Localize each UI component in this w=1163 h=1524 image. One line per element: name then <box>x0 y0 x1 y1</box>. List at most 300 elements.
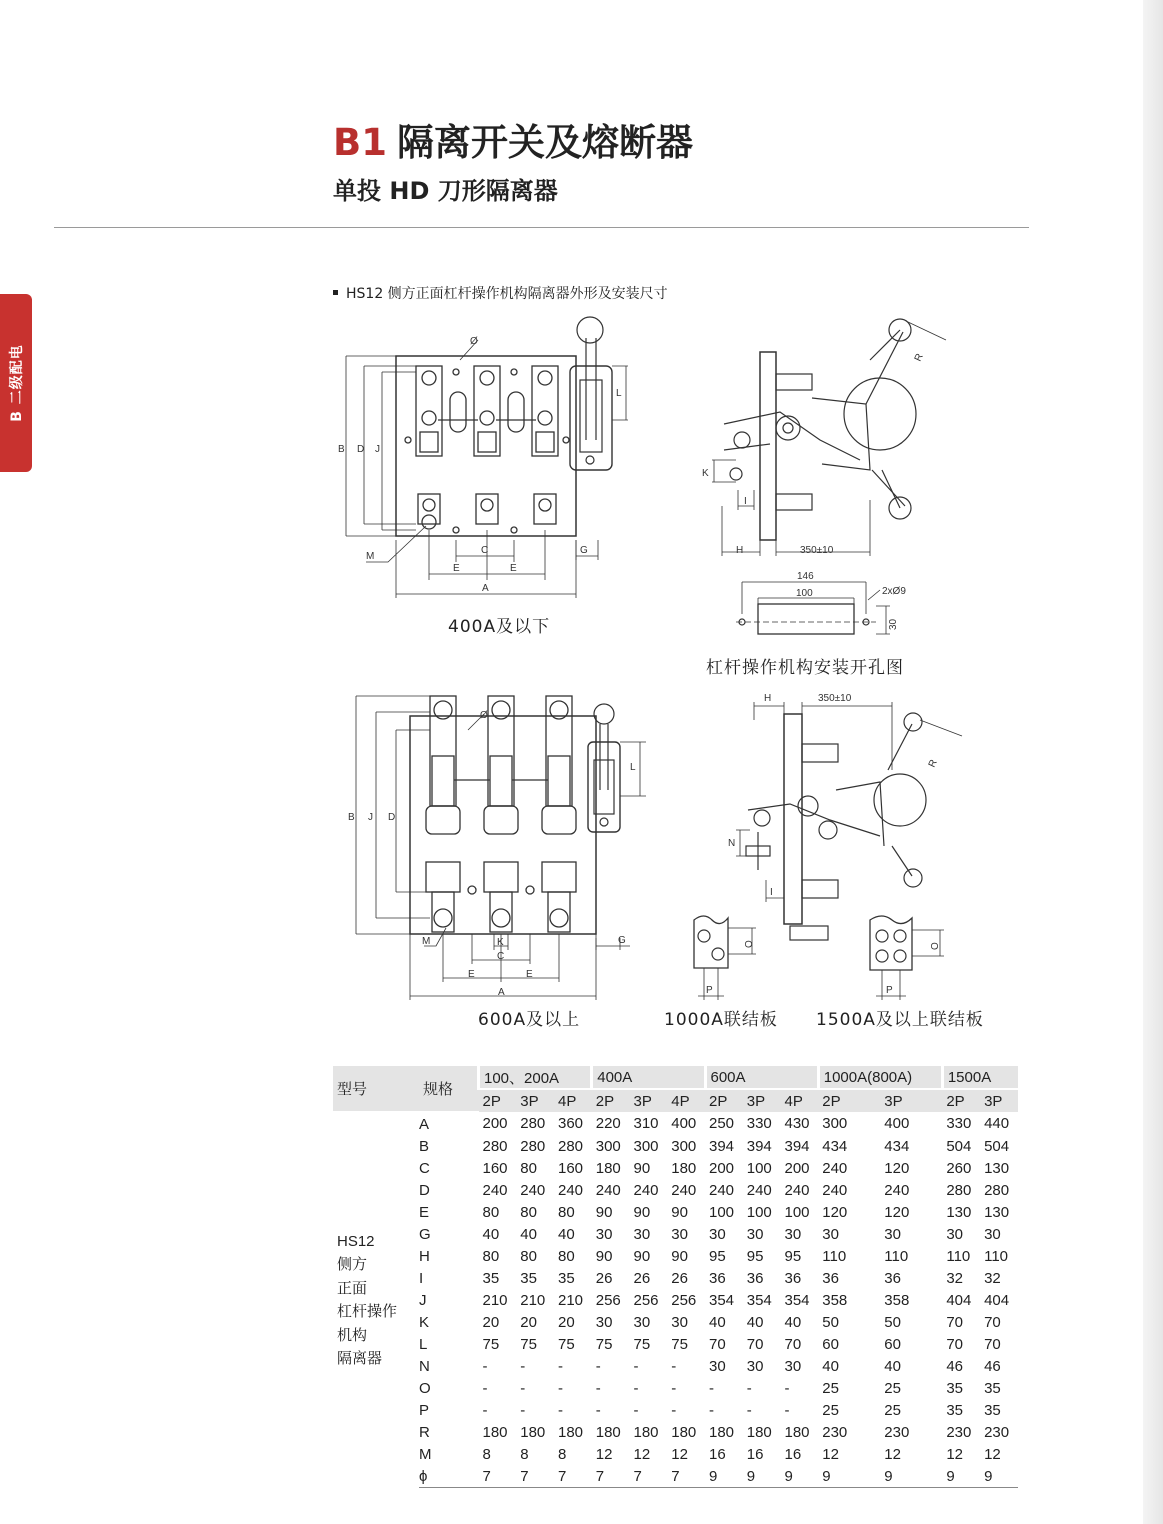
header-pole: 2P <box>818 1089 880 1112</box>
drawing-mount-holes <box>736 571 906 634</box>
dimension-value: 75 <box>520 1335 537 1353</box>
dimension-value: 36 <box>746 1269 764 1287</box>
dimension-table <box>333 1066 1018 1488</box>
dimension-value: 32 <box>946 1269 964 1287</box>
dimension-value: 240 <box>558 1181 584 1199</box>
dim-label-e1: E <box>453 563 460 574</box>
dimension-value: 9 <box>942 1465 980 1488</box>
model-name-line: 机构 <box>337 1326 368 1344</box>
table-row <box>333 1355 1018 1377</box>
header-group-1500a: 1500A <box>942 1066 1018 1089</box>
dimension-value: 36 <box>822 1269 839 1287</box>
dim-label-30: 30 <box>888 618 899 630</box>
dimension-value: 180 <box>558 1423 584 1441</box>
drawing-400a-front <box>338 317 628 598</box>
dimension-value: 35 <box>946 1401 964 1419</box>
dimension-value: 256 <box>671 1291 697 1309</box>
table-row <box>333 1443 1018 1465</box>
page-subtitle: 单投 HD 刀形隔离器 <box>333 177 558 205</box>
dimension-value: 330 <box>946 1115 972 1132</box>
dimension-label: B <box>419 1137 430 1155</box>
dimension-label: M <box>419 1445 432 1463</box>
table-row <box>333 1201 1018 1223</box>
dimension-value: 400 <box>884 1115 910 1132</box>
section-code: B1 <box>333 121 387 164</box>
dimension-value: 394 <box>709 1137 735 1155</box>
dimension-value: - <box>784 1401 790 1419</box>
dimension-value: 25 <box>822 1401 839 1419</box>
dimension-value: 30 <box>633 1225 651 1243</box>
dimension-value: 30 <box>784 1357 802 1375</box>
dimension-value: 30 <box>746 1225 764 1243</box>
header-pole: 4P <box>781 1089 819 1112</box>
dimension-label: A <box>419 1115 430 1133</box>
dimension-value: - <box>633 1357 639 1375</box>
dimension-value: 80 <box>558 1247 575 1265</box>
dimension-value: 9 <box>980 1465 1018 1488</box>
dimension-value: 35 <box>520 1269 537 1287</box>
drawing-600a-front <box>348 696 646 1000</box>
side-chapter-tab-label: B 二级配电 <box>9 344 25 422</box>
dim-label-c-600: C <box>497 951 505 962</box>
dimension-value: 9 <box>818 1465 880 1488</box>
dimension-value: 8 <box>482 1445 491 1463</box>
dimension-value: 35 <box>946 1379 964 1397</box>
dimension-value: 434 <box>884 1137 910 1155</box>
dimension-value: - <box>746 1379 752 1397</box>
dimension-value: 300 <box>595 1137 621 1155</box>
dimension-value: - <box>595 1379 601 1397</box>
dimension-value: 12 <box>946 1445 964 1463</box>
dimension-value: 404 <box>984 1291 1010 1309</box>
page-title-text: 隔离开关及熔断器 <box>396 121 693 164</box>
dimension-value: 120 <box>884 1159 910 1177</box>
dimension-value: 40 <box>520 1225 537 1243</box>
dim-label-l-600: L <box>630 762 636 773</box>
dim-label-dia-600: Ø <box>480 710 488 721</box>
dimension-value: 16 <box>746 1445 764 1463</box>
dimension-value: 358 <box>822 1291 848 1309</box>
dimension-value: 70 <box>709 1335 726 1353</box>
dimension-value: 26 <box>595 1269 613 1287</box>
dimension-value: - <box>709 1401 714 1419</box>
dimension-value: 130 <box>984 1159 1010 1177</box>
dimension-value: 40 <box>558 1225 575 1243</box>
dimension-value: 90 <box>595 1203 613 1221</box>
table-body <box>333 1112 1018 1488</box>
dimension-value: 30 <box>671 1225 688 1243</box>
dimension-value: 26 <box>633 1269 651 1287</box>
dimension-value: 100 <box>709 1203 735 1221</box>
section-caption-text: HS12 侧方正面杠杆操作机构隔离器外形及安装尺寸 <box>346 286 668 302</box>
dimension-value: 230 <box>946 1423 972 1441</box>
dimension-value: 200 <box>482 1115 508 1132</box>
dimension-value: 80 <box>482 1203 500 1221</box>
dimension-value: 30 <box>633 1313 651 1331</box>
dimension-value: 70 <box>984 1335 1001 1353</box>
dimension-value: 75 <box>671 1335 688 1353</box>
dimension-value: 12 <box>671 1445 688 1463</box>
dim-label-p-1500: P <box>886 985 893 996</box>
dim-label-r-600: R <box>926 758 940 770</box>
dimension-value: 40 <box>884 1357 901 1375</box>
dimension-value: 7 <box>592 1465 630 1488</box>
dimension-value: 20 <box>482 1313 500 1331</box>
dimension-value: - <box>520 1401 526 1419</box>
dimension-value: 30 <box>884 1225 901 1243</box>
dimension-value: 9 <box>743 1465 781 1488</box>
dimension-value: 35 <box>482 1269 500 1287</box>
dimension-value: 9 <box>705 1465 743 1488</box>
table-row <box>333 1465 1018 1488</box>
dimension-value: 280 <box>520 1115 546 1132</box>
dimension-value: 400 <box>671 1115 697 1132</box>
dimension-value: 240 <box>709 1181 735 1199</box>
dimension-value: 75 <box>595 1335 613 1353</box>
dimension-label: H <box>419 1247 430 1265</box>
model-name-cell <box>333 1112 419 1488</box>
dim-label-l: L <box>616 388 622 399</box>
dimension-value: 30 <box>784 1225 802 1243</box>
header-group-400a: 400A <box>592 1066 705 1089</box>
model-name-line: HS12 <box>337 1232 375 1250</box>
dimension-label: N <box>419 1357 430 1375</box>
dimension-value: 330 <box>746 1115 772 1132</box>
dimension-value: 230 <box>984 1423 1010 1441</box>
dimension-value: 80 <box>520 1203 537 1221</box>
header-group-1000a: 1000A(800A) <box>818 1066 942 1089</box>
dimension-value: 70 <box>946 1313 964 1331</box>
dimension-value: 25 <box>884 1401 901 1419</box>
dimension-value: 40 <box>746 1313 764 1331</box>
dimension-value: 240 <box>633 1181 659 1199</box>
dim-label-d: D <box>357 444 365 455</box>
dimension-value: 354 <box>746 1291 772 1309</box>
caption-600a: 600A及以上 <box>478 1010 581 1030</box>
dimension-value: 120 <box>822 1203 848 1221</box>
dim-label-o-1500: O <box>930 942 941 950</box>
dimension-value: - <box>595 1401 601 1419</box>
dimension-value: 8 <box>520 1445 529 1463</box>
dimension-value: 12 <box>822 1445 839 1463</box>
dimension-value: 90 <box>595 1247 613 1265</box>
dimension-value: 95 <box>784 1247 802 1265</box>
table-row <box>333 1399 1018 1421</box>
dimension-value: 12 <box>884 1445 901 1463</box>
dimension-value: 200 <box>709 1159 735 1177</box>
dimension-value: 7 <box>479 1465 517 1488</box>
dim-label-a: A <box>482 583 489 594</box>
header-pole: 4P <box>554 1089 592 1112</box>
dimension-value: 25 <box>884 1379 901 1397</box>
dimension-value: - <box>482 1379 488 1397</box>
dimension-value: 394 <box>746 1137 772 1155</box>
dimension-value: 90 <box>633 1203 651 1221</box>
dim-label-g-600: G <box>618 935 626 946</box>
dimension-label: K <box>419 1313 430 1331</box>
dimension-value: 180 <box>482 1423 508 1441</box>
dimension-value: 280 <box>558 1137 584 1155</box>
dimension-value: 50 <box>884 1313 901 1331</box>
table-row <box>333 1112 1018 1135</box>
dimension-value: 280 <box>984 1181 1010 1199</box>
model-name-line: 杠杆操作 <box>337 1303 398 1321</box>
header-pole: 3P <box>880 1089 942 1112</box>
dimension-value: 80 <box>558 1203 575 1221</box>
dimension-value: 354 <box>784 1291 810 1309</box>
dimension-value: 240 <box>822 1159 848 1177</box>
dim-label-i: I <box>744 496 747 507</box>
dimension-value: - <box>482 1357 488 1375</box>
dimension-value: 35 <box>984 1401 1001 1419</box>
header-group-100-200a: 100、200A <box>479 1066 592 1089</box>
table-row <box>333 1377 1018 1399</box>
dimension-value: 110 <box>884 1247 909 1265</box>
dimension-value: 360 <box>558 1115 584 1132</box>
dimension-value: 240 <box>746 1181 772 1199</box>
dim-label-g: G <box>580 545 588 556</box>
dimension-value: 240 <box>822 1181 848 1199</box>
table-row <box>333 1289 1018 1311</box>
dimension-value: 40 <box>822 1357 839 1375</box>
dimension-value: 95 <box>746 1247 764 1265</box>
dimension-value: - <box>482 1401 488 1419</box>
dimension-value: 180 <box>595 1159 621 1177</box>
dimension-value: 100 <box>746 1203 772 1221</box>
dimension-value: 36 <box>784 1269 802 1287</box>
table-row <box>333 1179 1018 1201</box>
dimension-value: 404 <box>946 1291 972 1309</box>
dimension-value: 16 <box>709 1445 726 1463</box>
dim-label-m-600: M <box>422 936 431 947</box>
dimension-value: 240 <box>671 1181 697 1199</box>
dimension-label: G <box>419 1225 431 1243</box>
dimension-value: 50 <box>822 1313 839 1331</box>
dimension-label: J <box>419 1291 427 1309</box>
dimension-value: 100 <box>784 1203 810 1221</box>
dimension-value: 75 <box>558 1335 575 1353</box>
dimension-label: L <box>419 1335 428 1353</box>
dimension-value: 180 <box>671 1423 697 1441</box>
header-spec: 规格 <box>419 1066 479 1112</box>
dimension-value: 504 <box>984 1137 1010 1155</box>
dimension-value: 280 <box>946 1181 972 1199</box>
dimension-value: 12 <box>984 1445 1001 1463</box>
dimension-value: 300 <box>671 1137 697 1155</box>
dimension-value: 30 <box>671 1313 688 1331</box>
dim-label-j: J <box>375 444 380 455</box>
caption-1000a: 1000A联结板 <box>664 1010 778 1030</box>
header-pole: 3P <box>743 1089 781 1112</box>
drawing-1000a-link-plate <box>694 916 756 1000</box>
dimension-value: 70 <box>746 1335 764 1353</box>
dimension-value: 110 <box>822 1247 847 1265</box>
dimension-label: E <box>419 1203 430 1221</box>
table-row <box>333 1333 1018 1355</box>
dimension-value: 16 <box>784 1445 802 1463</box>
dimension-value: - <box>671 1401 677 1419</box>
dimension-value: 35 <box>558 1269 575 1287</box>
dimension-value: 120 <box>884 1203 910 1221</box>
dimension-value: 30 <box>946 1225 964 1243</box>
dimension-value: 434 <box>822 1137 848 1155</box>
dimension-value: 70 <box>784 1335 802 1353</box>
dimension-value: 32 <box>984 1269 1001 1287</box>
dim-label-b: B <box>338 444 345 455</box>
dimension-value: 256 <box>633 1291 659 1309</box>
dimension-value: - <box>595 1357 601 1375</box>
dim-label-d-600: D <box>388 812 396 823</box>
header-pole: 4P <box>667 1089 705 1112</box>
dimension-label: I <box>419 1269 424 1287</box>
dimension-value: 180 <box>709 1423 735 1441</box>
dimension-value: 70 <box>984 1313 1001 1331</box>
dimension-value: 20 <box>558 1313 575 1331</box>
dimension-value: 40 <box>709 1313 726 1331</box>
dimension-value: - <box>671 1379 677 1397</box>
dimension-value: 80 <box>482 1247 500 1265</box>
dimension-value: - <box>746 1401 752 1419</box>
dimension-value: 60 <box>884 1335 901 1353</box>
header-pole: 3P <box>980 1089 1018 1112</box>
dimension-value: 180 <box>520 1423 546 1441</box>
dimension-value: 240 <box>520 1181 546 1199</box>
drawing-lever-side-600 <box>728 693 962 940</box>
dimension-value: - <box>784 1379 790 1397</box>
dimension-value: 80 <box>520 1159 537 1177</box>
header-pole: 2P <box>942 1089 980 1112</box>
dimension-value: 12 <box>595 1445 613 1463</box>
dimension-label: ϕ <box>419 1465 479 1488</box>
dimension-value: - <box>671 1357 677 1375</box>
dimension-value: 30 <box>595 1313 613 1331</box>
dimension-value: 30 <box>984 1225 1001 1243</box>
dim-label-n-600: N <box>728 838 736 849</box>
dimension-value: - <box>520 1379 526 1397</box>
dimension-value: 40 <box>482 1225 500 1243</box>
dimension-value: 7 <box>667 1465 705 1488</box>
dim-label-h-600: H <box>764 693 772 704</box>
dim-label-350: 350±10 <box>800 545 834 556</box>
dim-label-e1-600: E <box>468 969 475 980</box>
drawing-1500a-link-plate <box>870 916 944 1000</box>
dimension-value: 40 <box>784 1313 802 1331</box>
table-row <box>333 1245 1018 1267</box>
dimension-label: O <box>419 1379 431 1397</box>
dimension-value: 9 <box>781 1465 819 1488</box>
dimension-value: 180 <box>671 1159 697 1177</box>
dimension-label: C <box>419 1159 430 1177</box>
dimension-value: - <box>709 1379 714 1397</box>
dim-label-k: K <box>702 468 709 479</box>
dimension-value: 256 <box>595 1291 621 1309</box>
dimension-value: - <box>633 1401 639 1419</box>
model-name-line: 正面 <box>337 1279 368 1297</box>
dimension-value: 36 <box>884 1269 901 1287</box>
header-pole: 3P <box>630 1089 668 1112</box>
dimension-value: 80 <box>520 1247 537 1265</box>
dim-label-p-1000: P <box>706 985 713 996</box>
dimension-value: 70 <box>946 1335 964 1353</box>
dim-label-m: M <box>366 551 375 562</box>
drawing-lever-side <box>702 319 946 556</box>
dimension-value: 200 <box>784 1159 810 1177</box>
model-name-line: 隔离器 <box>337 1350 383 1368</box>
dim-label-2x9: 2xØ9 <box>882 586 906 597</box>
dim-label-e2-600: E <box>526 969 533 980</box>
caption-1500a: 1500A及以上联结板 <box>816 1010 984 1030</box>
dimension-value: 240 <box>784 1181 810 1199</box>
dimension-value: 230 <box>822 1423 848 1441</box>
dimension-value: 20 <box>520 1313 537 1331</box>
caption-400a: 400A及以下 <box>448 617 551 637</box>
dimension-value: - <box>558 1401 563 1419</box>
dimension-value: 30 <box>595 1225 613 1243</box>
dimension-value: 90 <box>633 1247 651 1265</box>
dimension-value: 75 <box>482 1335 500 1353</box>
dimension-value: 310 <box>633 1115 659 1132</box>
dimension-value: - <box>633 1379 639 1397</box>
dimension-value: 354 <box>709 1291 735 1309</box>
dim-label-100: 100 <box>796 588 813 599</box>
dimension-value: 90 <box>671 1203 688 1221</box>
dimension-value: 358 <box>884 1291 910 1309</box>
dimension-value: 220 <box>595 1115 621 1132</box>
dim-label-i-600: I <box>770 887 773 898</box>
dimension-value: 12 <box>633 1445 651 1463</box>
dimension-value: 26 <box>671 1269 688 1287</box>
dimension-value: 35 <box>984 1379 1001 1397</box>
dimension-value: 7 <box>630 1465 668 1488</box>
dimension-value: 180 <box>595 1423 621 1441</box>
dimension-value: 394 <box>784 1137 810 1155</box>
dim-label-c: C <box>481 545 489 556</box>
dimension-value: 30 <box>822 1225 839 1243</box>
dimension-value: 46 <box>984 1357 1001 1375</box>
dim-label-k-600: K <box>497 937 504 948</box>
dimension-value: 230 <box>884 1423 910 1441</box>
dimension-value: 25 <box>822 1379 839 1397</box>
dimension-value: 95 <box>709 1247 726 1265</box>
dim-label-350-600: 350±10 <box>818 693 852 704</box>
table-header-groups <box>333 1066 1018 1089</box>
header-pole: 2P <box>592 1089 630 1112</box>
dimension-value: 210 <box>482 1291 508 1309</box>
dimension-value: 260 <box>946 1159 972 1177</box>
dim-label-dia: Ø <box>470 336 478 347</box>
dim-label-b-600: B <box>348 812 355 823</box>
header-group-600a: 600A <box>705 1066 818 1089</box>
table-row <box>333 1157 1018 1179</box>
table-row <box>333 1223 1018 1245</box>
dimension-value: 210 <box>520 1291 546 1309</box>
dimension-value: 240 <box>482 1181 508 1199</box>
table-row <box>333 1421 1018 1443</box>
dimension-value: 130 <box>946 1203 972 1221</box>
header-pole: 2P <box>479 1089 517 1112</box>
dimension-value: 30 <box>746 1357 764 1375</box>
dimension-value: 7 <box>554 1465 592 1488</box>
dimension-value: 110 <box>984 1247 1009 1265</box>
dimension-value: 160 <box>558 1159 584 1177</box>
dimension-value: 504 <box>946 1137 972 1155</box>
dimension-value: 240 <box>884 1181 910 1199</box>
header-pole: 2P <box>705 1089 743 1112</box>
dim-label-h: H <box>736 545 744 556</box>
caption-mount-holes: 杠杆操作机构安装开孔图 <box>706 658 904 678</box>
dimension-label: P <box>419 1401 430 1419</box>
dimension-value: 90 <box>671 1247 688 1265</box>
